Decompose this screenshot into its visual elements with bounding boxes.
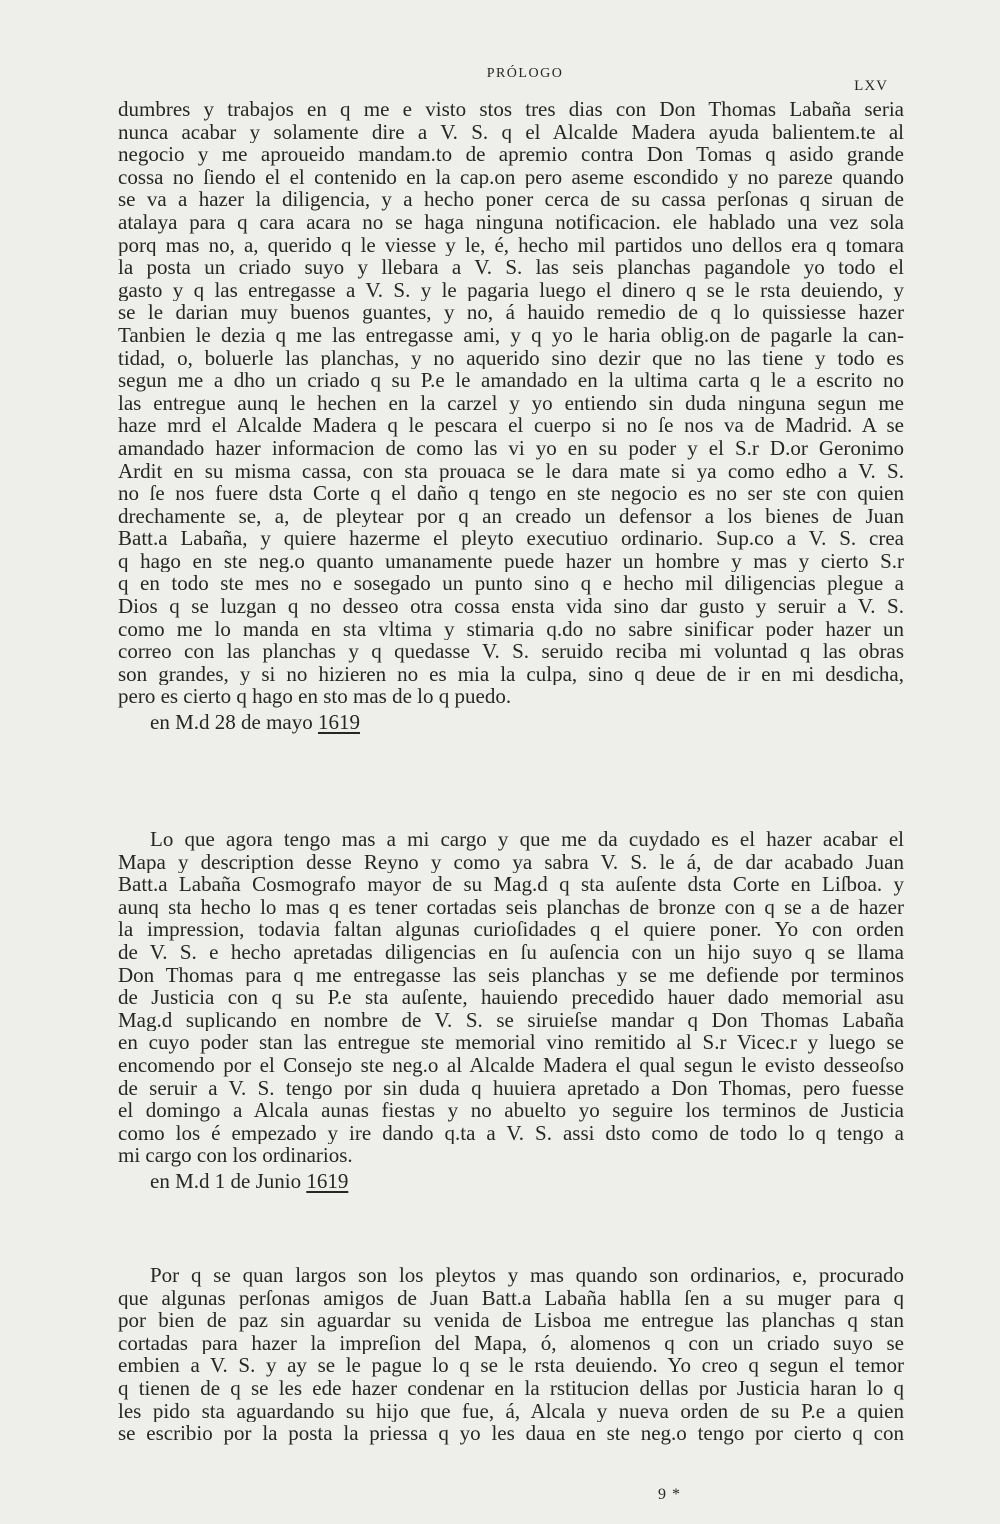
text-line: la posta un criado suyo y llebara a V. S. las seis planchas pagandole yo todo el [118, 256, 904, 279]
date-year: 1619 [306, 1168, 349, 1193]
text-line: se escribio por la posta la priessa q yo les daua en ste neg.o tengo por cierto q con [118, 1422, 904, 1445]
text-line: porq mas no, a, querido q le viesse y le, é, hecho mil partidos uno dellos era q tomara [118, 233, 904, 257]
page-number: LXV [854, 78, 888, 94]
text-line: amandado hazer informacion de como las vi yo en su poder y el S.r D.or Geronimo [118, 436, 904, 460]
text-line: les pido sta aguardando su hijo que fue, á, Alcala y nueva orden de su P.e a quien [118, 1399, 904, 1423]
text-line: en cuyo poder stan las entregue ste memorial vino remitido al S.r Vicec.r y luego se [118, 1031, 904, 1054]
text-line: atalaya para q cara acara no se haga ninguna notificacion. ele hablado una vez sola [118, 210, 904, 234]
text-line: encomendo por el Consejo ste neg.o al Alcalde Madera el qual segun le evisto desseoſso [118, 1053, 904, 1077]
text-line: por bien de paz sin aguardar su venida de Lisboa me entregue las planchas q stan [118, 1309, 904, 1332]
text-line: Mapa y description desse Reyno y como ya sabra V. S. le á, de dar acabado Juan [118, 850, 904, 874]
text-line: Por q se quan largos son los pleytos y mas quando son ordinarios, e, procurado [150, 1264, 904, 1287]
text-line: no ſe nos fuere dsta Corte q el daño q tengo en ste negocio es no ser ste con quien [118, 482, 904, 505]
letter-3-paragraph [118, 1264, 904, 1445]
text-line: Batt.a Labaña, y quiere hazerme el pleyto executiuo ordinario. Sup.co a V. S. crea [118, 527, 904, 550]
text-line: embien a V. S. y ay se le pague lo q se le rsta deuiendo. Yo creo q segun el temor [118, 1354, 904, 1377]
text-line: se le darian muy buenos guantes, y no, á hauido remedio de q lo quissiesse hazer [118, 301, 904, 324]
text-line: Ardit en su misma cassa, con sta prouaca se le dara mate si ya como edho a V. S. [118, 459, 904, 483]
text-line: correo con las planchas y q quedasse V. S. seruido reciba mi voluntad q las obras [118, 640, 904, 663]
text-line: Tanbien le dezia q me las entregasse ami, y q yo le haria oblig.on de pagarle la can- [118, 323, 904, 347]
text-line: cossa no ſiendo el el contenido en la cap.on pero aseme escondido y no pareze quando [118, 165, 904, 189]
letter-date [118, 710, 904, 734]
text-line: el domingo a Alcala aunas fiestas y no abuelto yo seguire los terminos de Justicia [118, 1099, 904, 1122]
text-line: Mag.d suplicando en nombre de V. S. se siruieſse mandar q Don Thomas Labaña [118, 1008, 904, 1032]
text-line: segun me a dho un criado q su P.e le amandado en la ultima carta q le a escrito no [118, 369, 904, 392]
letter-date [118, 1169, 904, 1193]
date-text: en M.d 1 de Junio [150, 1168, 302, 1193]
text-line: las entregue aunq le hechen en la carzel y yo entiendo sin duda ninguna segun me [118, 391, 904, 415]
text-line: mi cargo con los ordinarios. [118, 1144, 353, 1167]
text-line: dumbres y trabajos en q me e visto stos tres dias con Don Thomas Labaña seria [118, 98, 904, 121]
text-line: q en todo ste mes no e sosegado un punto sino q e hecho mil diligencias plegue a [118, 572, 904, 596]
signature-mark: 9 * [658, 1486, 681, 1503]
text-line: Lo que agora tengo mas a mi cargo y que me da cuydado es el hazer acabar el [150, 828, 904, 851]
text-line: Batt.a Labaña Cosmografo mayor de su Mag.d q sta auſente dsta Corte en Liſboa. y [118, 873, 904, 896]
text-line: tidad, o, boluerle las planchas, y no aquerido sino dezir que no las tiene y todo es [118, 346, 904, 370]
text-line: negocio y me aproueido mandam.to de apremio contra Don Tomas q asido grande [118, 143, 904, 166]
date-text: en M.d 28 de mayo [150, 710, 313, 735]
text-line: la impression, todavia faltan algunas curioſidades q el quiere poner. Yo con orden [118, 918, 904, 941]
text-line: son grandes, y si no hizieren no es mia la culpa, sino q deue de ir en mi desdicha, [118, 662, 904, 686]
text-line: de V. S. e hecho apretadas diligencias en ſu auſencia con un hijo suyo q se llama [118, 940, 904, 964]
text-line: gasto y q las entregasse a V. S. y le pagaria luego el dinero q se le rsta deuiendo, y [118, 278, 904, 302]
letter-2-paragraph [118, 828, 904, 1193]
text-line: q tienen de q se les ede hazer condenar en la rstitucion dellas por Justicia haran lo q [118, 1376, 904, 1400]
text-line: cortadas para hazer la impreſion del Mapa, ó, alomenos q con un criado suyo se [118, 1331, 904, 1355]
text-line: se va a hazer la diligencia, y a hecho poner cerca de su cassa perſonas q siruan de [118, 188, 904, 211]
date-year: 1619 [317, 710, 360, 735]
text-line: Don Thomas para q me entregasse las seis planchas y se me defiende por terminos [118, 963, 904, 987]
text-line: como los é empezado y ire dando q.ta a V. S. assi dsto como de todo lo q tengo a [118, 1121, 904, 1145]
text-line: que algunas perſonas amigos de Juan Batt.a Labaña hablla ſen a su muger para q [118, 1286, 904, 1310]
text-line: q hago en ste neg.o quanto umanamente puede hazer un hombre y mas y cierto S.r [118, 549, 904, 573]
text-line: como me lo manda en sta vltima y stimaria q.do no sabre sinificar poder hazer un [118, 617, 904, 641]
text-line: drechamente se, a, de pleytear por q an creado un defensor a los bienes de Juan [118, 504, 904, 528]
text-line: Dios q se luzgan q no desseo otra cossa ensta vida sino dar gusto y seruir a V. S. [118, 595, 904, 618]
text-line: nunca acabar y solamente dire a V. S. q el Alcalde Madera ayuda balientem.te al [118, 120, 904, 144]
text-line: haze mrd el Alcalde Madera q le pescara el cuerpo si no ſe nos va de Madrid. A se [118, 414, 904, 437]
letter-1-paragraph [118, 98, 904, 734]
text-line: de seruir a V. S. tengo por sin duda q huuiera apretado a Don Thomas, pero fuesse [118, 1076, 904, 1100]
running-header-title: PRÓLOGO [486, 66, 564, 81]
text-line: pero es cierto q hago en sto mas de lo q puedo. [118, 685, 512, 709]
text-line: de Justicia con q su P.e sta auſente, hauiendo precedido hauer dado memorial asu [118, 986, 904, 1009]
text-line: aunq sta hecho lo mas q es tener cortadas seis planchas de bronze con q se a de hazer [118, 895, 904, 919]
